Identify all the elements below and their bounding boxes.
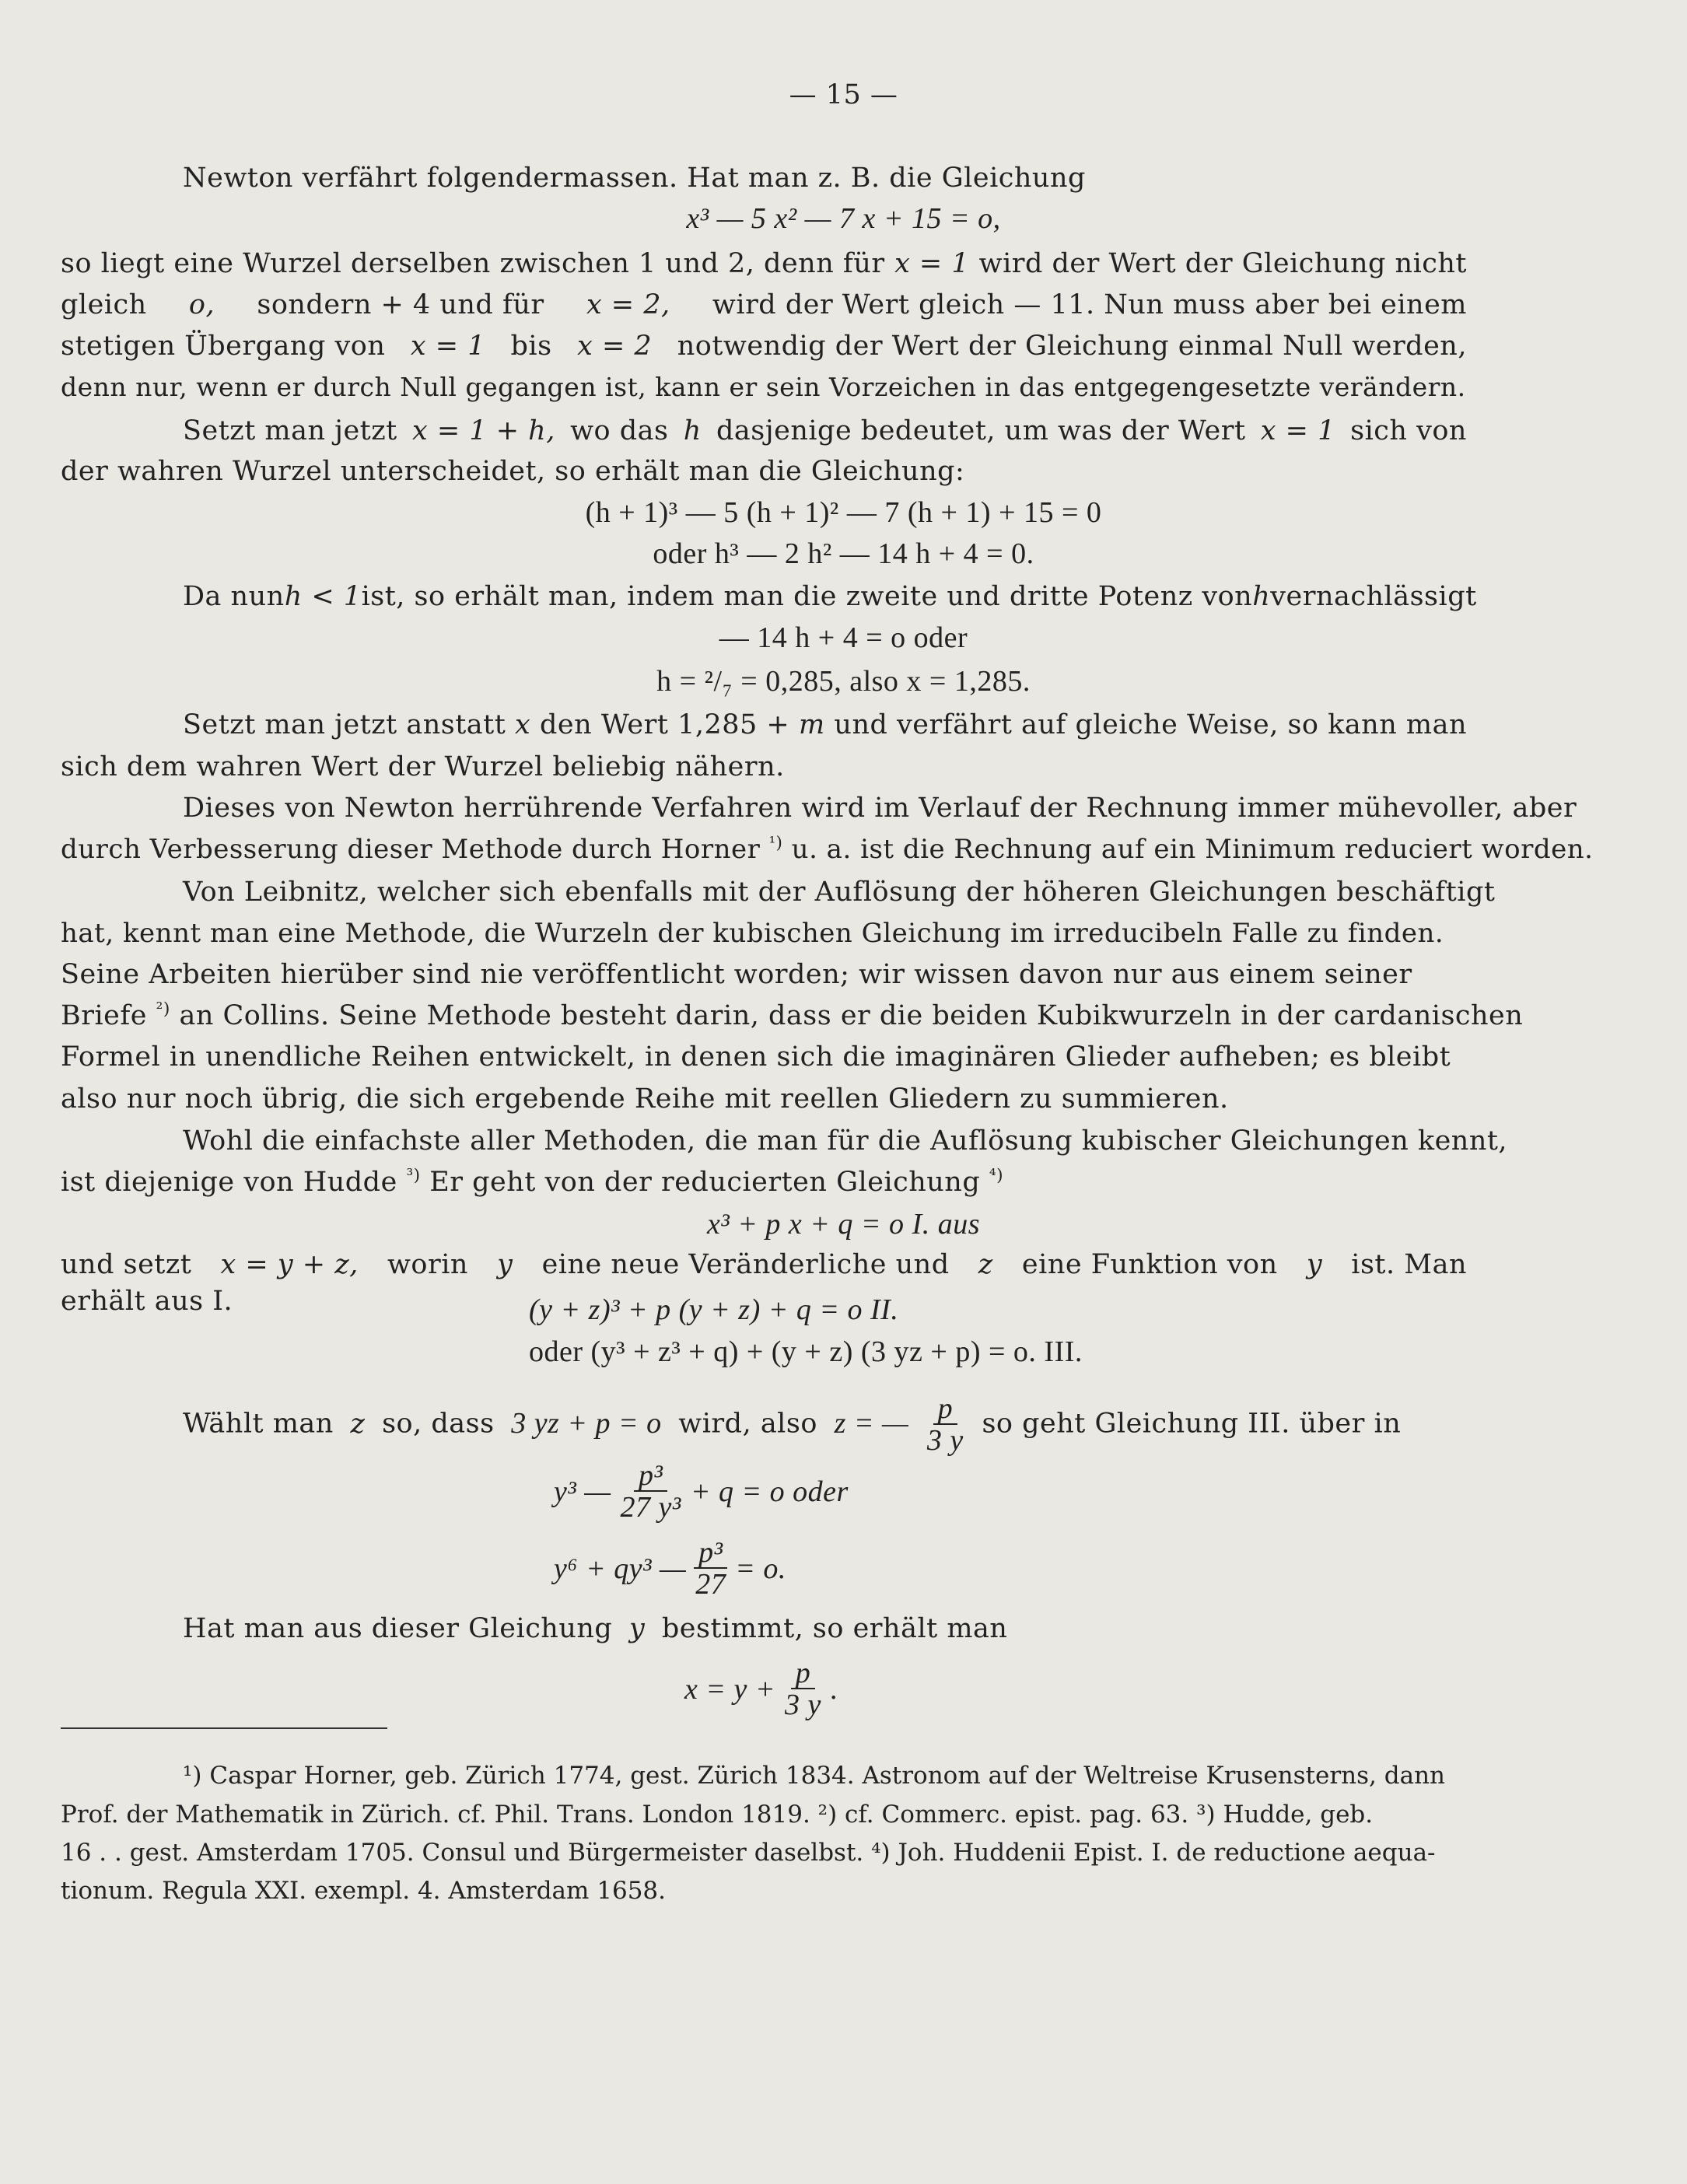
text-segment: h < 1 (284, 581, 362, 612)
text-segment: wird der Wert gleich — 11. Nun muss aber bei einem (712, 289, 1467, 320)
text-segment: x = 1 (410, 331, 485, 362)
equation: (h + 1)³ — 5 (h + 1)² — 7 (h + 1) + 15 = 0 (585, 496, 1102, 529)
paragraph-line: der wahren Wurzel unterscheidet, so erhält man die Gleichung: (61, 456, 965, 487)
fraction-denominator: 27 y³ (620, 1491, 681, 1524)
paragraph-line (61, 1165, 1003, 1199)
text-segment: o, (188, 289, 215, 320)
text-segment: durch Verbesserung dieser Methode durch Horner (61, 834, 761, 865)
equation-part: y³ — (554, 1475, 611, 1508)
equation: x³ + p x + q = o I. aus (707, 1208, 980, 1241)
paragraph-line: hat, kennt man eine Methode, die Wurzeln der kubischen Gleichung im irreducibeln Falle zu finden. (61, 918, 1444, 949)
text-segment: h (683, 415, 702, 446)
text-segment: bestimmt, so erhält man (661, 1613, 1008, 1644)
text-segment: Er geht von der reducierten Gleichung (429, 1167, 981, 1198)
paragraph-line: also nur noch übrig, die sich ergebende Reihe mit reellen Gliedern zu summieren. (61, 1083, 1229, 1115)
paragraph-line (183, 579, 1477, 614)
fraction (616, 1461, 686, 1523)
text-segment: x = y + z, (220, 1249, 359, 1280)
text-segment: und setzt (61, 1249, 192, 1280)
text-segment: Briefe (61, 1000, 148, 1031)
text-segment: x = 2 (577, 331, 653, 362)
text-segment: x = 1 (894, 248, 970, 279)
text-segment: Hat man aus dieser Gleichung (183, 1613, 613, 1644)
paragraph-line (183, 708, 1467, 742)
equation: (y + z)³ + p (y + z) + q = o II. (529, 1293, 899, 1326)
paragraph-line (61, 288, 1467, 322)
text-segment: x = 1 + h, (412, 415, 555, 446)
equation: h = ²/₇ = 0,285, also x = 1,285. (656, 665, 1031, 698)
equation: x³ — 5 x² — 7 x + 15 = o, (686, 202, 1001, 235)
paragraph-line (183, 1612, 1007, 1646)
text-segment: ist, so erhält man, indem man die zweite und dritte Potenz von (361, 581, 1253, 612)
text-segment: Setzt man jetzt (183, 415, 397, 446)
paragraph-line (61, 1248, 1467, 1282)
text-segment: stetigen Übergang von (61, 331, 386, 362)
paragraph-line: sich dem wahren Wert der Wurzel beliebig nähern. (61, 751, 785, 782)
text-segment: so, dass (382, 1408, 495, 1440)
fraction-denominator: 3 y (926, 1424, 964, 1457)
equation-part: y⁶ + qy³ — (554, 1552, 687, 1585)
footnote-line: ¹) Caspar Horner, geb. Zürich 1774, gest. Zürich 1834. Astronom auf der Weltreise Krusensterns, dann (183, 1762, 1446, 1790)
paragraph-line: Wohl die einfachste aller Methoden, die man für die Auflösung kubischer Gleichungen kennt, (183, 1125, 1508, 1157)
text-segment: bis (510, 331, 552, 362)
inline-equation: z = — (834, 1406, 909, 1440)
paragraph-line (61, 329, 1467, 363)
text-segment: h (1252, 581, 1271, 612)
text-segment: notwendig der Wert der Gleichung einmal Null werden, (677, 331, 1467, 362)
text-segment: Da nun (183, 581, 285, 612)
equation: — 14 h + 4 = o oder (719, 621, 968, 654)
paragraph-line (61, 247, 1467, 281)
text-segment: gleich (61, 289, 147, 320)
text-segment: y (497, 1249, 513, 1280)
fraction-numerator: p (791, 1658, 816, 1689)
paragraph-line: Seine Arbeiten hierüber sind nie veröffentlicht worden; wir wissen davon nur aus einem seiner (61, 959, 1412, 990)
equation: oder (y³ + z³ + q) + (y + z) (3 yz + p) = o. III. (529, 1335, 1083, 1368)
text-segment: ist diejenige von Hudde (61, 1167, 397, 1198)
footnote-marker: ²) (156, 999, 170, 1019)
text-segment: u. a. ist die Rechnung auf ein Minimum reduciert worden. (791, 834, 1594, 865)
equation: oder h³ — 2 h² — 14 h + 4 = 0. (653, 537, 1034, 570)
fraction (780, 1658, 826, 1720)
fraction-numerator: p³ (694, 1538, 727, 1569)
text-segment: x = 1 (1260, 415, 1335, 446)
text-segment: sich von (1350, 415, 1467, 446)
paragraph-line: erhält aus I. (61, 1286, 233, 1317)
text-segment: den Wert 1,285 + (540, 709, 790, 740)
text-segment: ist. Man (1351, 1249, 1467, 1280)
text-segment: so liegt eine Wurzel derselben zwischen 1 und 2, denn für (61, 248, 885, 279)
fraction-numerator: p (933, 1394, 958, 1425)
inline-equation: 3 yz + p = o (511, 1406, 662, 1440)
text-segment: z (350, 1408, 366, 1440)
paragraph-line (61, 832, 1593, 866)
text-segment: y (628, 1613, 646, 1644)
equation-part: x = y + (684, 1673, 776, 1706)
equation-part: + q = o oder (690, 1475, 849, 1508)
fraction-denominator: 3 y (785, 1689, 821, 1721)
text-segment: Wählt man (183, 1408, 334, 1440)
footnote-marker: ⁴) (989, 1165, 1004, 1185)
text-segment: worin (387, 1249, 468, 1280)
text-segment: eine Funktion von (1021, 1249, 1278, 1280)
paragraph-line: Dieses von Newton herrührende Verfahren wird im Verlauf der Rechnung immer mühevoller, aber (183, 793, 1577, 824)
text-segment: x (515, 709, 531, 740)
text-segment: so geht Gleichung III. über in (982, 1408, 1402, 1440)
footnote-line: Prof. der Mathematik in Zürich. cf. Phil. Trans. London 1819. ²) cf. Commerc. epist. pag. 63. ³) Hudde, geb. (61, 1801, 1374, 1829)
footnote-divider (61, 1727, 387, 1729)
equation (554, 1461, 849, 1523)
text-segment: dasjenige bedeutet, um was der Wert (716, 415, 1246, 446)
fraction (922, 1394, 968, 1456)
footnote-marker: ³) (406, 1165, 421, 1185)
text-segment: x = 2, (586, 289, 670, 320)
text-segment: wird, also (678, 1408, 817, 1440)
paragraph-line: Newton verfährt folgendermassen. Hat man z. B. die Gleichung (183, 163, 1086, 194)
text-segment: sondern + 4 und für (257, 289, 544, 320)
text-segment: vernachlässigt (1270, 581, 1477, 612)
text-segment: und verfährt auf gleiche Weise, so kann man (834, 709, 1467, 740)
text-segment: m (798, 709, 825, 740)
text-segment: wo das (570, 415, 669, 446)
fraction-denominator: 27 (695, 1568, 726, 1601)
equation-part: = o. (735, 1552, 786, 1585)
text-segment: Setzt man jetzt anstatt (183, 709, 506, 740)
paragraph-line (61, 999, 1523, 1033)
text-segment: an Collins. Seine Methode besteht darin, dass er die beiden Kubikwurzeln in der cardanischen (179, 1000, 1524, 1031)
footnote-marker: ¹) (768, 832, 783, 852)
text-segment: y (1306, 1249, 1323, 1280)
text-segment: z (978, 1249, 993, 1280)
paragraph-line: denn nur, wenn er durch Null gegangen ist, kann er sein Vorzeichen in das entgegengesetzte verändern. (61, 372, 1466, 402)
fraction (691, 1538, 730, 1600)
footnote-line: tionum. Regula XXI. exempl. 4. Amsterdam 1658. (61, 1877, 667, 1905)
fraction-numerator: p³ (634, 1461, 667, 1492)
text-segment: wird der Wert der Gleichung nicht (978, 248, 1467, 279)
equation: x = y + $\frac{p}{3 y}$ . (684, 1657, 838, 1721)
paragraph-line: Von Leibnitz, welcher sich ebenfalls mit der Auflösung der höheren Gleichungen beschäftigt (183, 877, 1496, 908)
footnote-line: 16 . . gest. Amsterdam 1705. Consul und Bürgermeister daselbst. ⁴) Joh. Huddenii Epist. I. de reductione aequa- (61, 1839, 1436, 1867)
paragraph-line (183, 1394, 1401, 1456)
equation (554, 1538, 786, 1600)
paragraph-line: Formel in unendliche Reihen entwickelt, in denen sich die imaginären Glieder aufheben; es bleibt (61, 1041, 1451, 1073)
text-segment: eine neue Veränderliche und (541, 1249, 950, 1280)
page-number: — 15 — (789, 79, 898, 110)
paragraph-line (183, 414, 1467, 448)
